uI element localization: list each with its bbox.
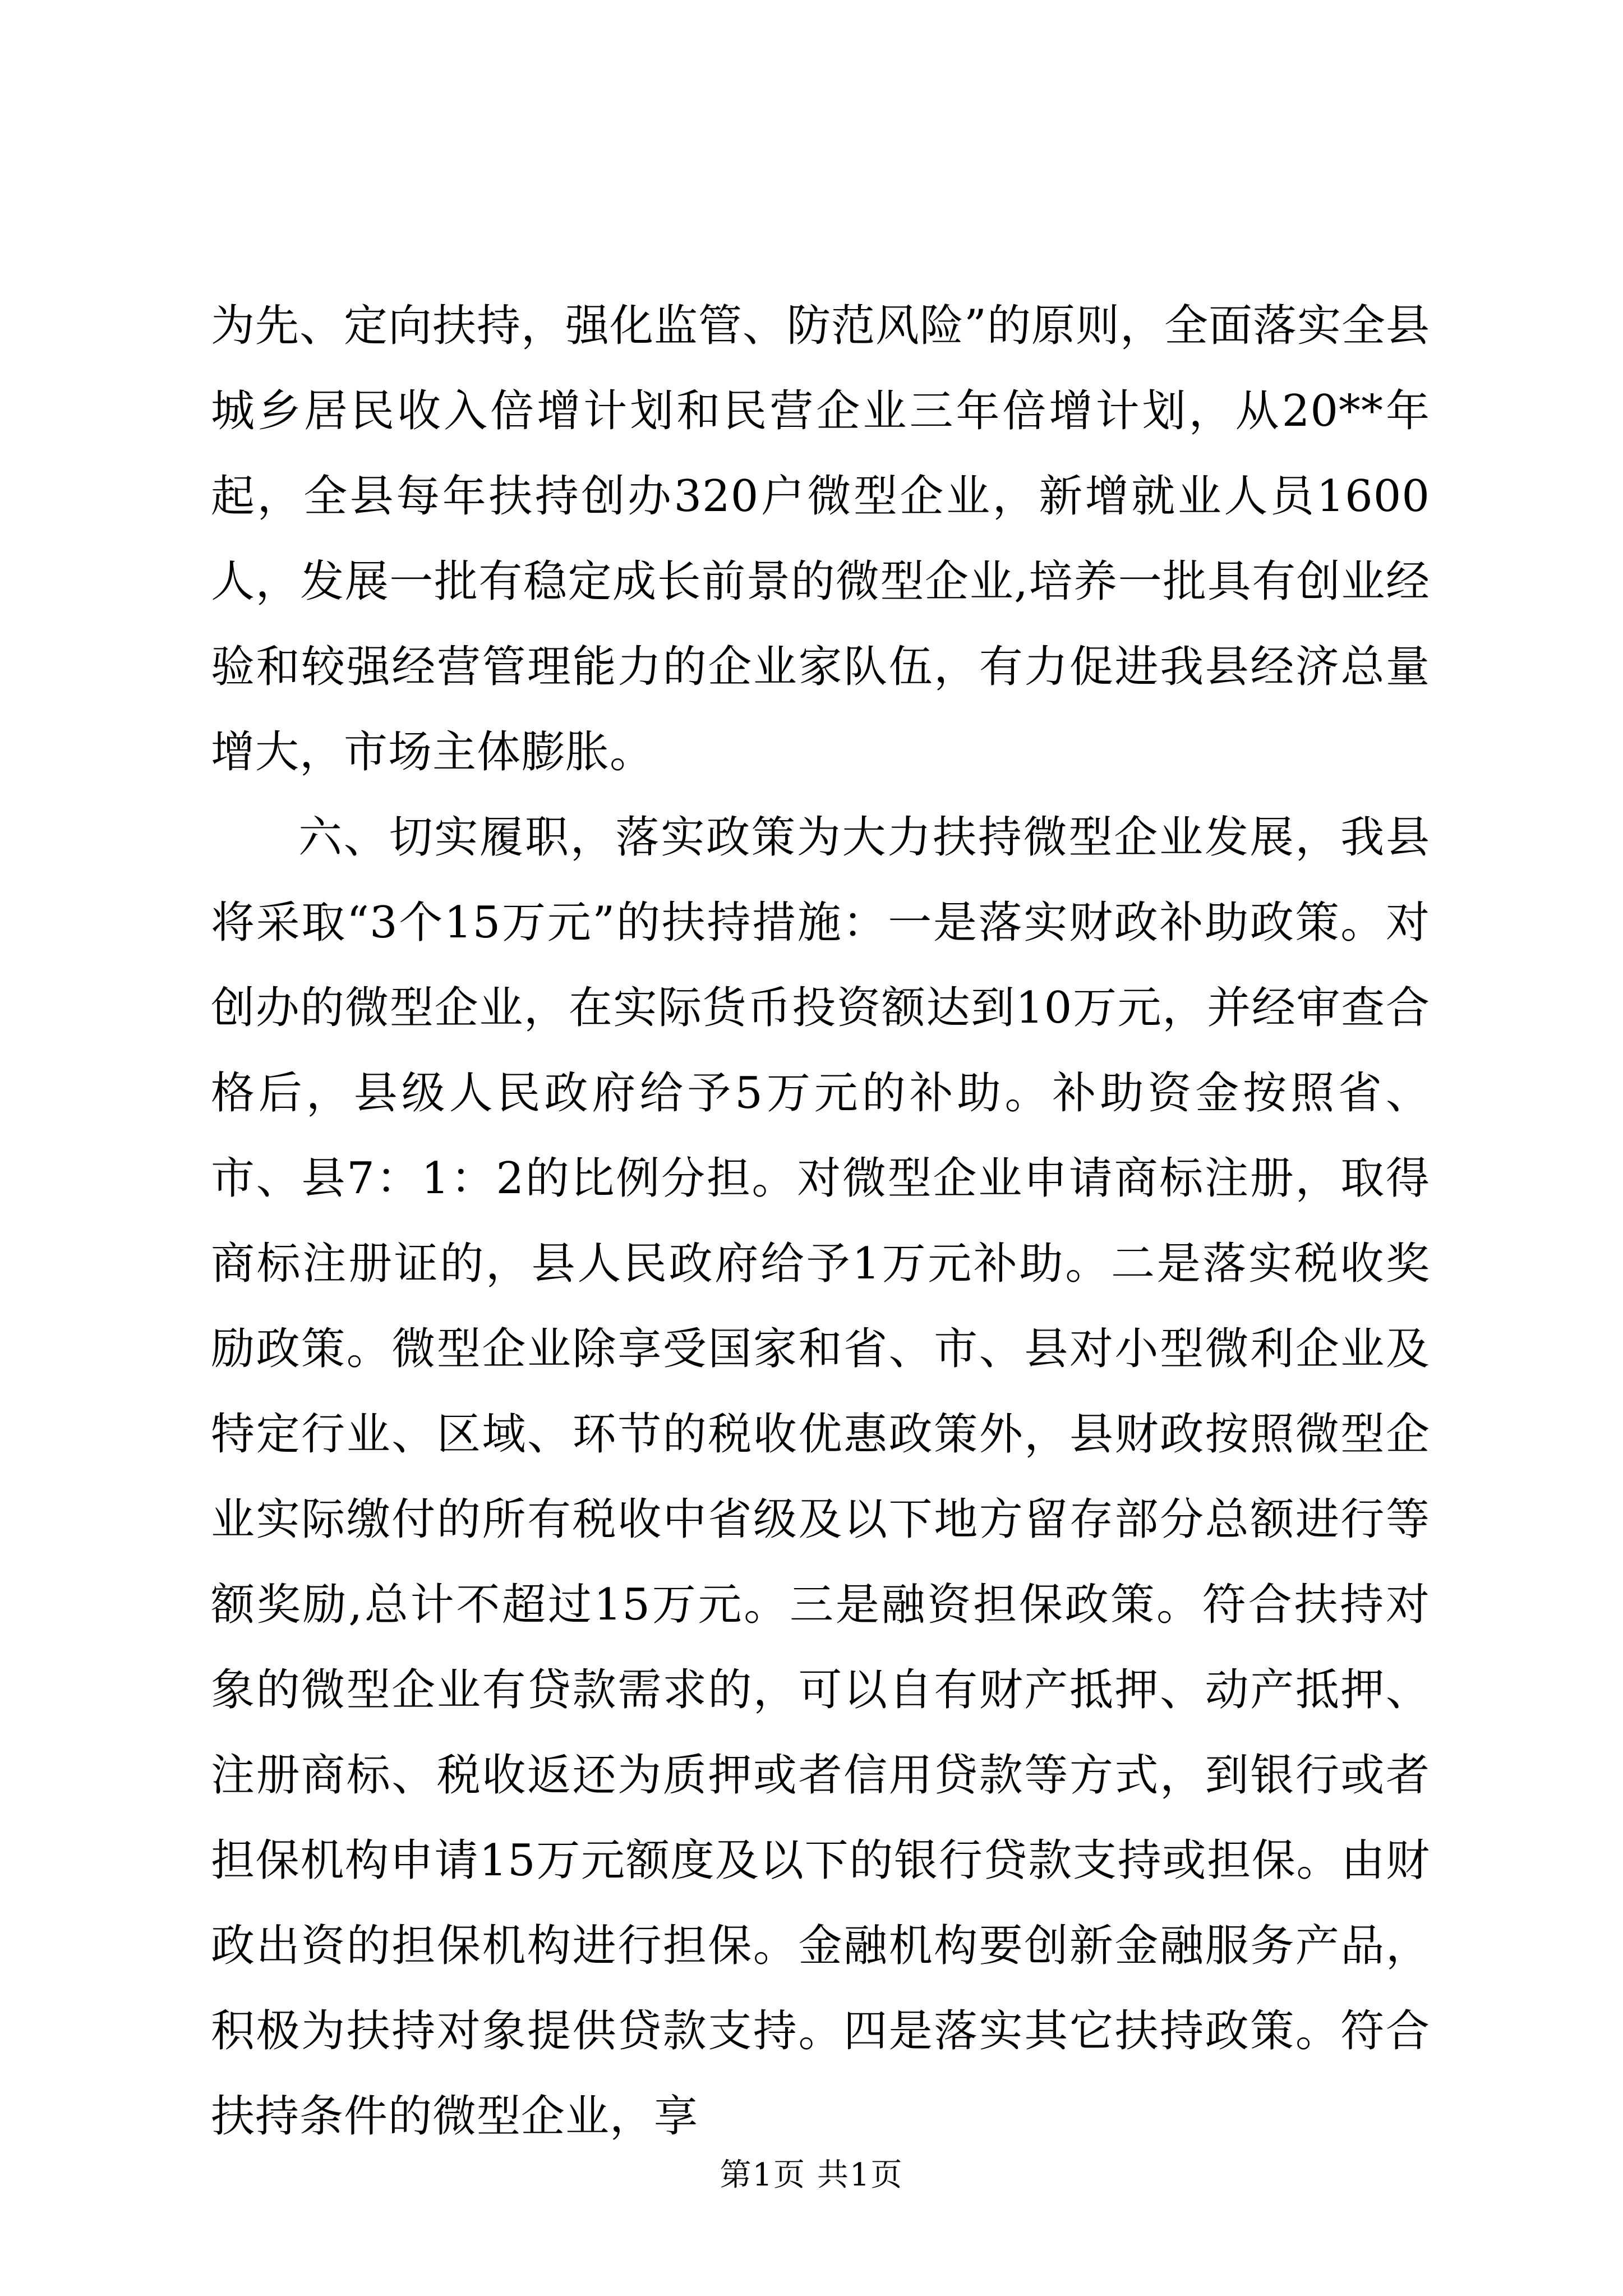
document-body — [211, 283, 1430, 2159]
paragraph: 六、切实履职，落实政策为大力扶持微型企业发展，我县将采取“3个15万元”的扶持措施：一是落实财政补助政策。对创办的微型企业，在实际货币投资额达到10万元，并经审查合格后，县级人民政府给予5万元的补助。补助资金按照省、市、县7：1：2的比例分担。对微型企业申请商标注册，取得商标注册证的，县人民政府给予1万元补助。二是落实税收奖励政策。微型企业除享受国家和省、市、县对小型微利企业及特定行业、区域、环节的税收优惠政策外，县财政按照微型企业实际缴付的所有税收中省级及以下地方留存部分总额进行等额奖励,总计不超过15万元。三是融资担保政策。符合扶持对象的微型企业有贷款需求的，可以自有财产抵押、动产抵押、注册商标、税收返还为质押或者信用贷款等方式，到银行或者担保机构申请15万元额度及以下的银行贷款支持或担保。由财政出资的担保机构进行担保。金融机构要创新金融服务产品，积极为扶持对象提供贷款支持。四是落实其它扶持政策。符合扶持条件的微型企业，享 — [211, 812, 1430, 2142]
page-footer: 第1页 共1页 — [720, 2157, 903, 2193]
paragraph: 为先、定向扶持，强化监管、防范风险”的原则，全面落实全县城乡居民收入倍增计划和民营企业三年倍增计划，从20**年起，全县每年扶持创办320户微型企业，新增就业人员1600人，发展一批有稳定成长前景的微型企业,培养一批具有创业经验和较强经营管理能力的企业家队伍，有力促进我县经济总量增大，市场主体膨胀。 — [211, 301, 1430, 777]
